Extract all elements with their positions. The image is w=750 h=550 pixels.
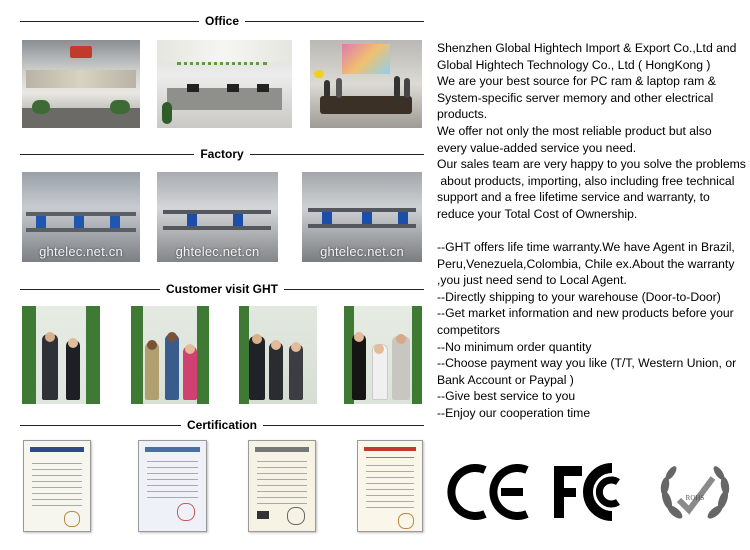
office-photo-workspace (157, 40, 292, 128)
office-photo-meeting-room (310, 40, 422, 128)
intro-line: Our sales team are very happy to you solve the problems (437, 157, 746, 172)
office-heading: Office (205, 14, 240, 28)
bullet-line: --GHT offers life time warranty.We have Agent in Brazil, (437, 240, 735, 254)
factory-heading: Factory (200, 147, 244, 161)
bullet-line: --Directly shipping to your warehouse (Door-to-Door) (437, 289, 721, 304)
bullet-line: Bank Account or Paypal ) (437, 372, 574, 387)
service-bullets (437, 239, 747, 422)
certification-section-title (20, 417, 424, 433)
customer-section-title (20, 281, 424, 297)
bullet-line: Peru,Venezuela,Colombia, Chile ex.About the warranty (437, 256, 735, 271)
intro-line: products. (437, 107, 488, 122)
factory-photo-1-watermark: ghtelec.net.cn (39, 244, 123, 259)
certification-heading: Certification (187, 418, 258, 432)
bullet-line: --No minimum order quantity (437, 339, 592, 354)
office-photo-reception (22, 40, 140, 128)
intro-line: Global Hightech Technology Co., Ltd ( HongKong ) (437, 57, 711, 72)
factory-photo-1 (22, 172, 140, 262)
rohs-logo-text: ROHS (685, 494, 705, 502)
customer-photo-4 (344, 306, 422, 404)
intro-line: support and a free lifetime service and warranty, to (437, 190, 710, 205)
certificate-document-3 (248, 440, 316, 532)
bullet-line: ,you just need send to Local Agent. (437, 273, 627, 288)
bullet-line: --Give best service to you (437, 389, 576, 404)
intro-line: every value-added service you need. (437, 140, 637, 155)
certificate-document-1 (23, 440, 91, 532)
intro-line: Shenzhen Global Hightech Import & Export Co.,Ltd and (437, 41, 737, 55)
bullet-line: --Enjoy our cooperation time (437, 405, 591, 420)
certificate-document-4 (357, 440, 423, 532)
customer-heading: Customer visit GHT (165, 282, 279, 296)
fcc-logo-icon (552, 462, 634, 522)
customer-photo-2 (131, 306, 209, 404)
customer-photo-1 (22, 306, 100, 404)
office-section-title (20, 13, 424, 29)
bullet-line: competitors (437, 322, 500, 337)
company-intro (437, 40, 747, 223)
intro-line: We are your best source for PC ram & laptop ram & (437, 74, 716, 89)
certificate-document-2 (138, 440, 207, 532)
bullet-line: --Choose payment way you like (T/T, Western Union, or (437, 356, 737, 371)
factory-photo-2-watermark: ghtelec.net.cn (175, 244, 260, 259)
factory-photo-2 (157, 172, 278, 262)
bullet-line: --Get market information and new products before your (437, 306, 734, 321)
ce-logo-icon (445, 462, 531, 522)
factory-photo-3-watermark: ghtelec.net.cn (320, 244, 404, 259)
customer-photo-3 (239, 306, 317, 404)
intro-line: reduce your Total Cost of Ownership. (437, 206, 638, 221)
factory-section-title (20, 146, 424, 162)
factory-photo-3 (302, 172, 422, 262)
intro-line: We offer not only the most reliable product but also (437, 123, 712, 138)
rohs-logo-icon (655, 460, 735, 526)
intro-line: System-specific server memory and other electrical (437, 90, 714, 105)
intro-line: about products, importing, also including free technical (437, 173, 735, 188)
